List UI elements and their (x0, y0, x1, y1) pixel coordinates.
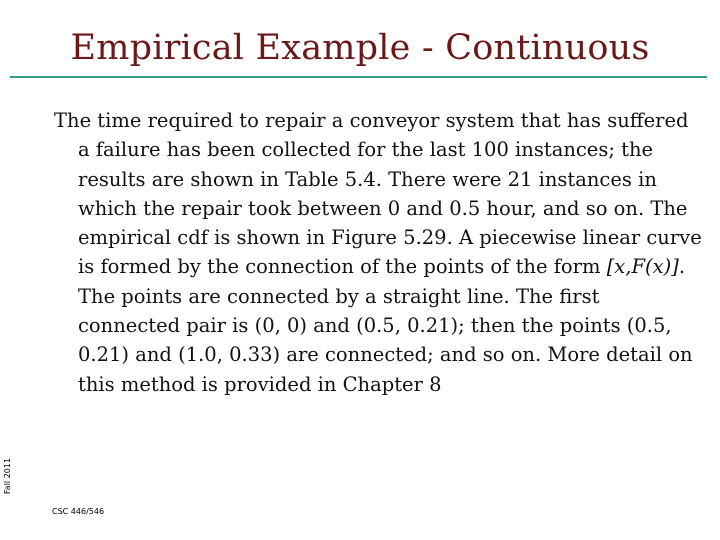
title-divider (10, 76, 707, 78)
slide-title: Empirical Example - Continuous (70, 28, 650, 68)
course-footer: CSC 446/546 (52, 507, 105, 516)
body-text-part-1: The time required to repair a conveyor system that has suffered a failure has been collected for the last 100 instances; the results are shown in Table 5.4. There were 21 instances in which the repair took between 0 and 0.5 hour, and so on. The empirical cdf is shown in Figure 5.29. A piecewise linear curve is formed by the connection of the points of the form (54, 109, 702, 279)
body-paragraph (54, 106, 704, 399)
semester-label: Fall 2011 (3, 457, 12, 495)
body-text-formula: [x,F(x)] (606, 255, 679, 279)
body-text-part-2: . The points are connected by a straight line. The first connected pair is (0, 0) and (0.5, 0.21); then the points (0.5, 0.21) and (1.0, 0.33) are connected; and so on. More detail on this method is provided in Chapter 8 (78, 255, 693, 396)
